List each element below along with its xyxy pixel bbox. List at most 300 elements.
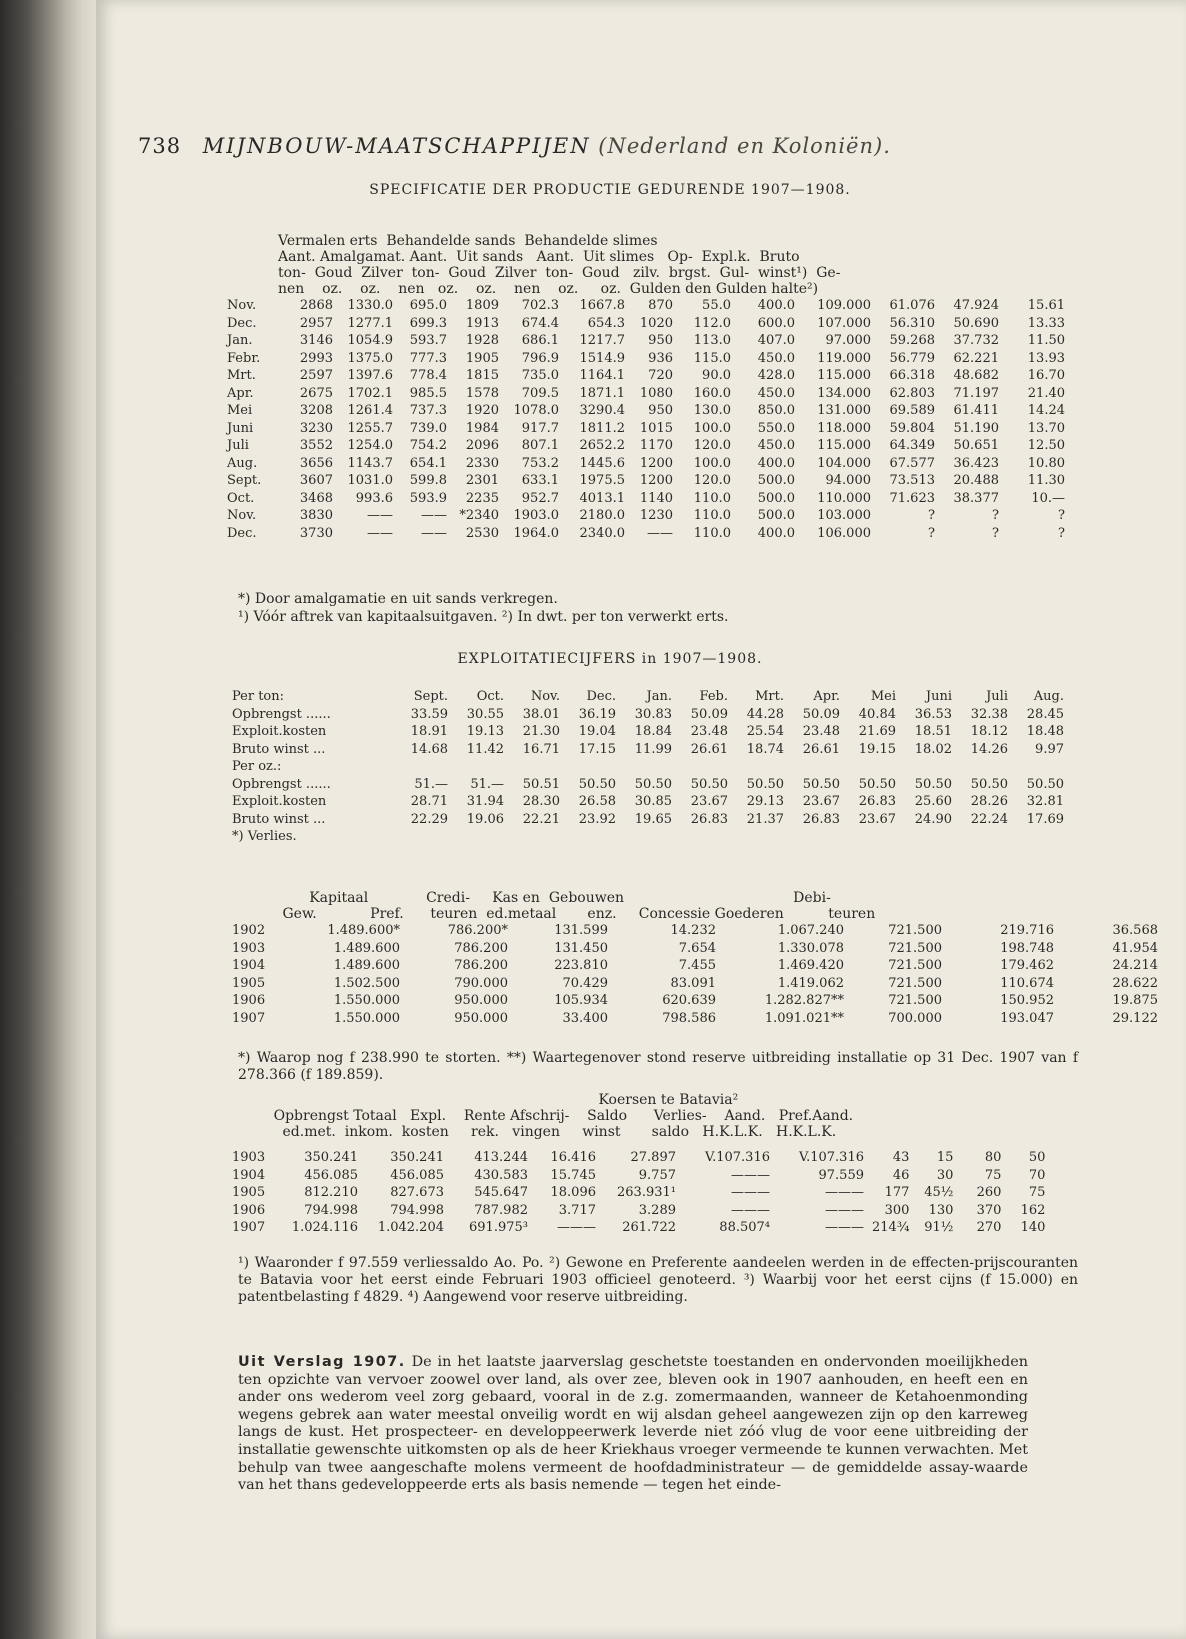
table-cell: 120.0 — [693, 473, 731, 488]
table-row — [228, 1010, 1162, 1028]
table-cell: 13.70 — [1027, 420, 1065, 436]
table-cell: 1.489.600* — [327, 923, 400, 938]
table-cell: 18.84 — [634, 724, 672, 739]
table-cell: ? — [1058, 525, 1065, 541]
table-cell: 30.83 — [634, 706, 672, 722]
table-cell: 812.210 — [304, 1185, 358, 1200]
table-row — [228, 828, 1068, 846]
table-cell: 1.091.021** — [764, 1010, 844, 1026]
table-cell: 9.97 — [1035, 741, 1064, 757]
table-cell: 754.2 — [409, 438, 447, 453]
table-cell: 62.221 — [953, 350, 999, 366]
table-cell: 550.0 — [757, 420, 795, 436]
table-cell: 1277.1 — [347, 315, 393, 331]
table-cell: 50.50 — [1026, 776, 1064, 792]
table-cell: 721.500 — [888, 993, 942, 1008]
table-cell: 1984 — [465, 420, 499, 436]
table-cell: 2957 — [299, 315, 333, 331]
table-cell: 50.50 — [858, 776, 896, 792]
resultaten-header-line-1: Koersen te Batavia² — [238, 1092, 739, 1108]
table-cell: 3730 — [299, 525, 333, 541]
table-cell: 75 — [984, 1167, 1002, 1183]
table-cell: —— — [421, 508, 447, 523]
table-cell: 75 — [1028, 1185, 1046, 1200]
table-cell: 500.0 — [757, 473, 795, 488]
page-number: 738 — [138, 134, 182, 158]
table-cell: 214¾ — [872, 1220, 910, 1235]
table-cell: 106.000 — [817, 525, 871, 541]
table-cell: 26.61 — [802, 741, 840, 757]
table-cell: 721.500 — [888, 958, 942, 973]
table-cell: 23.67 — [802, 794, 840, 809]
table-cell: V.107.316 — [704, 1150, 770, 1165]
table-cell: 1164.1 — [579, 368, 625, 383]
table-row — [228, 811, 1068, 829]
table-cell: 1907 — [232, 1220, 266, 1235]
table-cell: 1170 — [639, 438, 673, 453]
table-cell: 59.804 — [889, 420, 935, 436]
table-cell: 26.83 — [690, 811, 728, 827]
table-cell: 28.30 — [522, 794, 560, 809]
table-cell: 24.214 — [1112, 958, 1158, 973]
table-row — [223, 490, 1069, 508]
table-cell: 545.647 — [474, 1185, 528, 1200]
table-cell: 21.37 — [746, 811, 784, 827]
table-cell: 1964.0 — [513, 525, 559, 541]
table-cell: 794.998 — [304, 1202, 358, 1218]
table-cell: 721.500 — [888, 940, 942, 956]
table-cell: 1871.1 — [579, 385, 625, 401]
table-cell: 261.722 — [622, 1220, 676, 1235]
table-cell: 110.0 — [693, 508, 731, 523]
table-cell: Exploit.kosten — [232, 724, 327, 739]
table-cell: 14.24 — [1027, 403, 1065, 418]
table-cell: 600.0 — [757, 315, 795, 331]
table-cell: 702.3 — [521, 298, 559, 313]
book-edge — [0, 0, 110, 1639]
table-cell: 790.000 — [454, 975, 508, 991]
verslag-paragraph — [238, 1354, 1028, 1495]
table-row — [223, 507, 1069, 525]
table-cell: Apr. — [227, 385, 254, 401]
table-row — [228, 1167, 1049, 1185]
table-cell: 786.200* — [447, 923, 508, 938]
table-cell: 46 — [892, 1167, 910, 1183]
table-row — [228, 957, 1162, 975]
table-cell: 56.310 — [889, 315, 935, 331]
table-cell: 66.318 — [889, 368, 935, 383]
table-cell: 150.952 — [1000, 993, 1054, 1008]
table-cell: 131.599 — [554, 923, 608, 938]
table-cell: 14.232 — [670, 923, 716, 938]
table-cell: 952.7 — [521, 490, 559, 506]
table-row — [228, 1202, 1049, 1220]
table-cell: 19.875 — [1112, 993, 1158, 1008]
table-cell: 3230 — [299, 420, 333, 436]
table-cell: 1903 — [232, 940, 266, 956]
table-cell: 11.42 — [466, 741, 504, 757]
table-cell: 50.09 — [690, 706, 728, 722]
table-cell: 450.0 — [757, 350, 795, 366]
table-cell: 94.000 — [825, 473, 871, 488]
table-cell: 97.000 — [825, 333, 871, 348]
table-cell: 30.55 — [466, 706, 504, 722]
table-cell: 13.33 — [1027, 315, 1065, 331]
table-cell: 113.0 — [693, 333, 731, 348]
table-cell: Jan. — [646, 689, 672, 704]
table-cell: 11.50 — [1027, 333, 1065, 348]
table-cell: 1905 — [465, 350, 499, 366]
table-cell: 2993 — [299, 350, 333, 366]
table-cell: 1906 — [232, 993, 266, 1008]
table-row — [223, 350, 1069, 368]
table-cell: 599.8 — [409, 473, 447, 488]
table-cell: 739.0 — [409, 420, 447, 436]
table-cell: 33.400 — [562, 1010, 608, 1026]
table-cell: 97.559 — [818, 1167, 864, 1183]
table-cell: 179.462 — [1000, 958, 1054, 973]
table-cell: 67.577 — [889, 455, 935, 471]
table-cell: 50.09 — [802, 706, 840, 722]
table-cell: 50.50 — [690, 776, 728, 792]
table-cell: 160.0 — [693, 385, 731, 401]
table-cell: 50.690 — [953, 315, 999, 331]
productie-header-line-1: Vermalen erts Behandelde sands Behandelde slimes — [278, 233, 658, 249]
table-cell: 12.50 — [1027, 438, 1065, 453]
table-row — [223, 525, 1069, 543]
table-cell: 721.500 — [888, 923, 942, 938]
table-cell: Per oz.: — [232, 759, 282, 774]
table-cell: ——— — [557, 1220, 596, 1235]
table-cell: 16.416 — [550, 1150, 596, 1165]
table-cell: Jan. — [227, 333, 253, 348]
table-cell: 177 — [884, 1185, 910, 1200]
table-cell: 131.450 — [554, 940, 608, 956]
table-cell: 2340.0 — [579, 525, 625, 541]
table-cell: 1078.0 — [513, 403, 559, 418]
table-cell: 674.4 — [521, 315, 559, 331]
table-cell: Dec. — [586, 689, 616, 704]
table-row — [228, 706, 1068, 724]
table-cell: 30.85 — [634, 794, 672, 809]
table-cell: 45½ — [924, 1185, 954, 1200]
table-cell: 38.01 — [522, 706, 560, 722]
table-cell: 2530 — [465, 525, 499, 541]
table-cell: 44.28 — [746, 706, 784, 722]
table-cell: 219.716 — [1000, 923, 1054, 938]
table-cell: 1031.0 — [347, 473, 393, 488]
table-cell: 36.568 — [1112, 923, 1158, 938]
table-cell: 36.53 — [914, 706, 952, 722]
table-cell: 3208 — [299, 403, 333, 418]
table-cell: 131.000 — [817, 403, 871, 418]
table-cell: 21.40 — [1027, 385, 1065, 401]
table-row — [223, 455, 1069, 473]
table-cell: 500.0 — [757, 508, 795, 523]
table-cell: 1140 — [639, 490, 673, 506]
table-cell: 26.83 — [802, 811, 840, 827]
table-cell: ? — [928, 525, 935, 541]
table-cell: Bruto winst ... — [232, 811, 326, 827]
table-cell: 130 — [928, 1202, 954, 1218]
table-cell: 28.622 — [1112, 975, 1158, 991]
table-cell: 29.13 — [746, 794, 784, 809]
table-row — [228, 1184, 1049, 1202]
table-cell: ——— — [731, 1202, 770, 1218]
balans-table — [228, 922, 1162, 1027]
table-cell: 1902 — [232, 923, 266, 938]
table-cell: 413.244 — [474, 1150, 528, 1165]
table-cell: 51.— — [414, 776, 448, 792]
table-cell: 100.0 — [693, 420, 731, 436]
table-cell: 70 — [1028, 1167, 1046, 1183]
table-row — [228, 1219, 1049, 1237]
table-cell: 593.7 — [409, 333, 447, 348]
table-cell: 18.096 — [550, 1185, 596, 1200]
table-cell: 62.803 — [889, 385, 935, 401]
table-cell: Sept. — [227, 473, 262, 488]
table-cell: 654.3 — [587, 315, 625, 331]
table-cell: 22.24 — [970, 811, 1008, 827]
exploitatie-title: EXPLOITATIECIJFERS in 1907—1908. — [457, 651, 763, 667]
table-row — [228, 975, 1162, 993]
table-row — [223, 297, 1069, 315]
table-row — [228, 723, 1068, 741]
table-cell: 1.419.062 — [777, 975, 844, 991]
table-cell: 1143.7 — [347, 455, 393, 471]
table-cell: 110.000 — [817, 490, 871, 506]
table-cell: 11.99 — [634, 741, 672, 757]
table-cell: 112.0 — [693, 315, 731, 331]
table-cell: 686.1 — [521, 333, 559, 348]
table-cell: 19.04 — [578, 724, 616, 739]
table-cell: 1217.7 — [579, 333, 625, 348]
table-cell: 26.58 — [578, 794, 616, 809]
table-cell: 51.190 — [953, 420, 999, 436]
table-cell: 1904 — [232, 958, 266, 973]
table-cell: 1975.5 — [579, 473, 625, 488]
table-cell: 7.654 — [678, 940, 716, 956]
table-cell: 18.48 — [1026, 724, 1064, 739]
table-cell: 1920 — [465, 403, 499, 418]
table-cell: 50.651 — [953, 438, 999, 453]
table-row — [228, 776, 1068, 794]
table-cell: 950.000 — [454, 993, 508, 1008]
table-cell: 917.7 — [521, 420, 559, 436]
table-cell: Dec. — [227, 525, 257, 541]
table-cell: 83.091 — [670, 975, 716, 991]
table-cell: 50.50 — [802, 776, 840, 792]
table-cell: 90.0 — [702, 368, 731, 383]
table-cell: Opbrengst ...... — [232, 776, 331, 792]
table-cell: 3607 — [299, 473, 333, 488]
table-cell: 18.51 — [914, 724, 952, 739]
table-cell: 787.982 — [474, 1202, 528, 1218]
table-cell: 105.934 — [554, 993, 608, 1008]
table-cell: 115.000 — [817, 438, 871, 453]
table-cell: 1702.1 — [347, 385, 393, 401]
page-header — [138, 134, 891, 158]
table-cell: 18.74 — [746, 741, 784, 757]
table-cell: 50.50 — [970, 776, 1008, 792]
table-cell: 134.000 — [817, 385, 871, 401]
table-cell: 807.1 — [521, 438, 559, 453]
table-cell: 43 — [892, 1150, 910, 1165]
table-cell: 50.50 — [914, 776, 952, 792]
productie-title: SPECIFICATIE DER PRODUCTIE GEDURENDE 1907—1908. — [369, 182, 851, 198]
table-cell: 91½ — [924, 1220, 954, 1235]
table-cell: 22.29 — [410, 811, 448, 827]
table-cell: 18.02 — [914, 741, 952, 757]
table-cell: 103.000 — [817, 508, 871, 523]
table-cell: 950.000 — [454, 1010, 508, 1026]
table-cell: 2235 — [465, 490, 499, 506]
table-cell: 21.69 — [858, 724, 896, 739]
table-cell: 14.68 — [410, 741, 448, 757]
table-row — [223, 385, 1069, 403]
table-cell: *) Verlies. — [232, 829, 297, 844]
table-cell: V.107.316 — [798, 1150, 864, 1165]
table-cell: 13.93 — [1027, 350, 1065, 366]
table-row — [223, 472, 1069, 490]
table-cell: 104.000 — [817, 455, 871, 471]
table-cell: ——— — [731, 1185, 770, 1200]
table-cell: 699.3 — [409, 315, 447, 331]
table-cell: 3.289 — [638, 1202, 676, 1218]
table-cell: 691.975³ — [469, 1220, 528, 1235]
table-cell: 936 — [648, 350, 673, 366]
table-cell: 23.48 — [690, 724, 728, 739]
table-cell: 50 — [1028, 1150, 1046, 1165]
table-cell: 400.0 — [757, 525, 795, 541]
table-cell: 695.0 — [409, 298, 447, 313]
table-cell: 633.1 — [521, 473, 559, 488]
table-cell: 23.48 — [802, 724, 840, 739]
table-cell: 193.047 — [1000, 1010, 1054, 1026]
table-cell: 50.50 — [578, 776, 616, 792]
table-cell: 993.6 — [355, 490, 393, 506]
table-cell: 119.000 — [817, 350, 871, 366]
table-row — [223, 437, 1069, 455]
table-cell: —— — [421, 525, 447, 541]
table-cell: 36.19 — [578, 706, 616, 722]
table-cell: 1578 — [465, 385, 499, 401]
table-cell: 3830 — [299, 508, 333, 523]
table-cell: 1020 — [639, 315, 673, 331]
table-cell: 737.3 — [409, 403, 447, 418]
table-cell: 19.06 — [466, 811, 504, 827]
table-cell: 1905 — [232, 1185, 266, 1200]
table-cell: 1514.9 — [579, 350, 625, 366]
table-cell: Mrt. — [755, 689, 784, 704]
table-cell: 31.94 — [466, 794, 504, 809]
table-cell: Juli — [227, 438, 249, 453]
table-cell: 25.60 — [914, 794, 952, 809]
table-cell: 620.639 — [662, 993, 716, 1008]
table-cell: 110.0 — [693, 490, 731, 506]
table-cell: 753.2 — [521, 455, 559, 471]
table-cell: 3468 — [299, 490, 333, 506]
table-cell: Feb. — [699, 689, 728, 704]
table-cell: 3146 — [299, 333, 333, 348]
table-cell: 260 — [976, 1185, 1002, 1200]
resultaten-header-line-3: ed.met. inkom. kosten rek. vingen winst saldo H.K.L.K. H.K.L.K. — [238, 1124, 837, 1140]
table-cell: 70.429 — [562, 975, 608, 991]
productie-footnote-1: *) Door amalgamatie en uit sands verkregen. — [238, 591, 558, 607]
table-cell: ? — [928, 508, 935, 523]
table-cell: ——— — [731, 1167, 770, 1183]
table-cell: 4013.1 — [579, 490, 625, 506]
table-cell: 23.67 — [690, 794, 728, 809]
table-cell: 786.200 — [454, 940, 508, 956]
table-cell: 118.000 — [817, 420, 871, 436]
table-cell: 654.1 — [409, 455, 447, 471]
table-cell: 1903.0 — [513, 508, 559, 523]
table-cell: 270 — [976, 1220, 1002, 1235]
table-cell: 55.0 — [702, 298, 731, 313]
table-cell: 735.0 — [521, 368, 559, 383]
table-cell: 1330.0 — [347, 298, 393, 313]
table-cell: 777.3 — [409, 350, 447, 366]
table-cell: 37.732 — [953, 333, 999, 348]
table-cell: Bruto winst ... — [232, 741, 326, 757]
table-cell: 263.931¹ — [617, 1185, 676, 1200]
table-cell: 593.9 — [409, 490, 447, 506]
table-cell: 1375.0 — [347, 350, 393, 366]
table-cell: 50.50 — [634, 776, 672, 792]
table-cell: 198.748 — [1000, 940, 1054, 956]
table-cell: ? — [992, 508, 999, 523]
table-cell: Juni — [925, 689, 952, 704]
resultaten-table — [228, 1149, 1049, 1237]
table-cell: 700.000 — [888, 1010, 942, 1026]
table-cell: 400.0 — [757, 455, 795, 471]
table-row — [223, 332, 1069, 350]
table-cell: 7.455 — [678, 958, 716, 973]
table-cell: 1913 — [465, 315, 499, 331]
table-cell: 2301 — [465, 473, 499, 488]
table-cell: 1230 — [639, 508, 673, 523]
table-cell: 400.0 — [757, 298, 795, 313]
table-cell: Mei — [870, 689, 896, 704]
table-cell: Exploit.kosten — [232, 794, 327, 809]
table-cell: Nov. — [227, 298, 257, 313]
table-cell: 1.469.420 — [777, 958, 844, 973]
table-cell: 10.80 — [1027, 455, 1065, 471]
table-cell: 796.9 — [521, 350, 559, 366]
table-cell: 709.5 — [521, 385, 559, 401]
table-row — [228, 992, 1162, 1010]
table-cell: Opbrengst ...... — [232, 706, 331, 722]
table-cell: 71.623 — [889, 490, 935, 506]
table-row — [228, 922, 1162, 940]
table-cell: 1905 — [232, 975, 266, 991]
table-cell: 1.067.240 — [777, 923, 844, 938]
table-cell: 1.489.600 — [333, 940, 400, 956]
table-cell: ? — [992, 525, 999, 541]
table-cell: Per ton: — [232, 689, 285, 704]
table-cell: 26.61 — [690, 741, 728, 757]
table-cell: 1254.0 — [347, 438, 393, 453]
table-cell: 51.— — [470, 776, 504, 792]
table-cell: Mei — [227, 403, 253, 418]
table-row — [228, 758, 1068, 776]
table-cell: ? — [1058, 508, 1065, 523]
table-cell: 2597 — [299, 368, 333, 383]
table-row — [228, 741, 1068, 759]
table-cell: 14.26 — [970, 741, 1008, 757]
table-cell: 1200 — [639, 473, 673, 488]
